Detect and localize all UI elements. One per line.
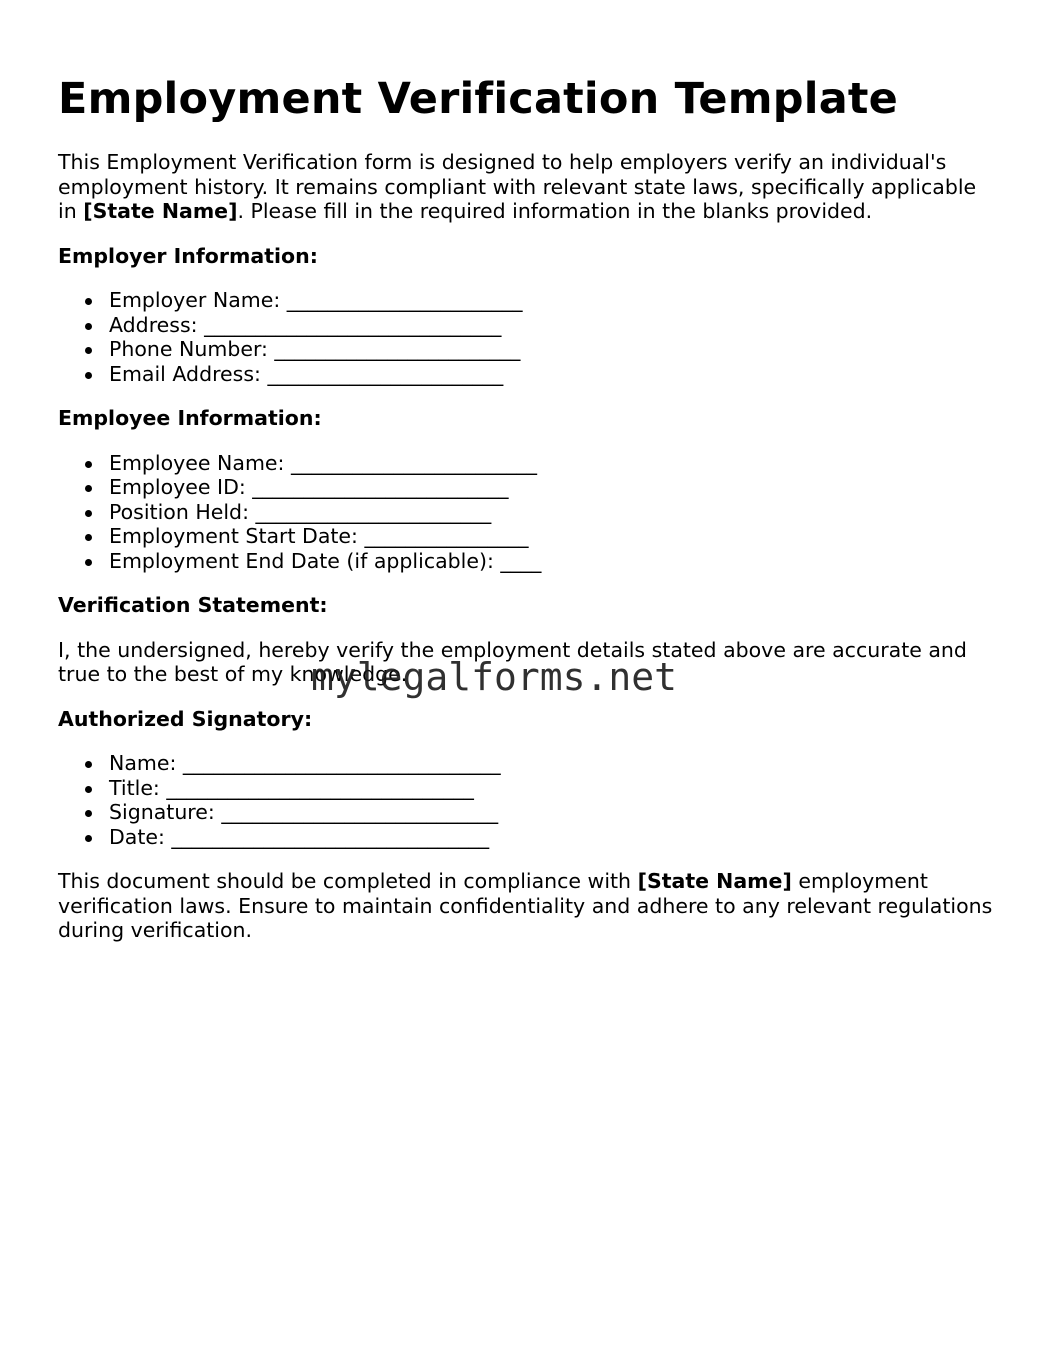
verification-section-heading: Verification Statement: <box>58 593 328 617</box>
signature-date-field[interactable]: Date: _______________________________ <box>109 825 998 850</box>
document-page <box>58 72 998 943</box>
site-watermark: mylegalforms.net <box>311 655 678 699</box>
employer-field-list <box>58 288 998 386</box>
employee-id-field[interactable]: Employee ID: _________________________ <box>109 475 998 500</box>
end-date-field[interactable]: Employment End Date (if applicable): ____ <box>109 549 998 574</box>
intro-text-start: This Employment Verification form is designed to help employers verify an individual's employment history. It remains compliant with relevant state laws, specifically applicable in <box>58 150 977 223</box>
signatory-title-field[interactable]: Title: ______________________________ <box>109 776 998 801</box>
closing-paragraph <box>58 869 998 943</box>
employer-email-field[interactable]: Email Address: _______________________ <box>109 362 998 387</box>
employer-name-field[interactable]: Employer Name: _______________________ <box>109 288 998 313</box>
signatory-name-field[interactable]: Name: _______________________________ <box>109 751 998 776</box>
page-title: Employment Verification Template <box>58 74 899 124</box>
start-date-field[interactable]: Employment Start Date: ________________ <box>109 524 998 549</box>
employer-phone-field[interactable]: Phone Number: ________________________ <box>109 337 998 362</box>
closing-text-start: This document should be completed in compliance with <box>58 869 638 893</box>
position-held-field[interactable]: Position Held: _______________________ <box>109 500 998 525</box>
employer-section-heading: Employer Information: <box>58 243 318 268</box>
employee-field-list <box>58 451 998 574</box>
state-name-placeholder: [State Name] <box>83 199 238 223</box>
signatory-section-heading: Authorized Signatory: <box>58 706 313 731</box>
employee-name-field[interactable]: Employee Name: ________________________ <box>109 451 998 476</box>
intro-text-end: . Please fill in the required information in the blanks provided. <box>237 199 873 223</box>
employer-address-field[interactable]: Address: _____________________________ <box>109 313 998 338</box>
intro-paragraph <box>58 150 998 224</box>
signature-field[interactable]: Signature: ___________________________ <box>109 800 998 825</box>
closing-state-name-placeholder: [State Name] <box>637 869 792 893</box>
verification-statement-text: I, the undersigned, hereby verify the employment details stated above are accurate and true to the best of my knowledge. <box>58 637 967 686</box>
employee-section-heading: Employee Information: <box>58 406 322 430</box>
signatory-field-list <box>58 751 998 849</box>
closing-text-end: employment verification laws. Ensure to maintain confidentiality and adhere to any relevant regulations during verification. <box>58 869 993 942</box>
